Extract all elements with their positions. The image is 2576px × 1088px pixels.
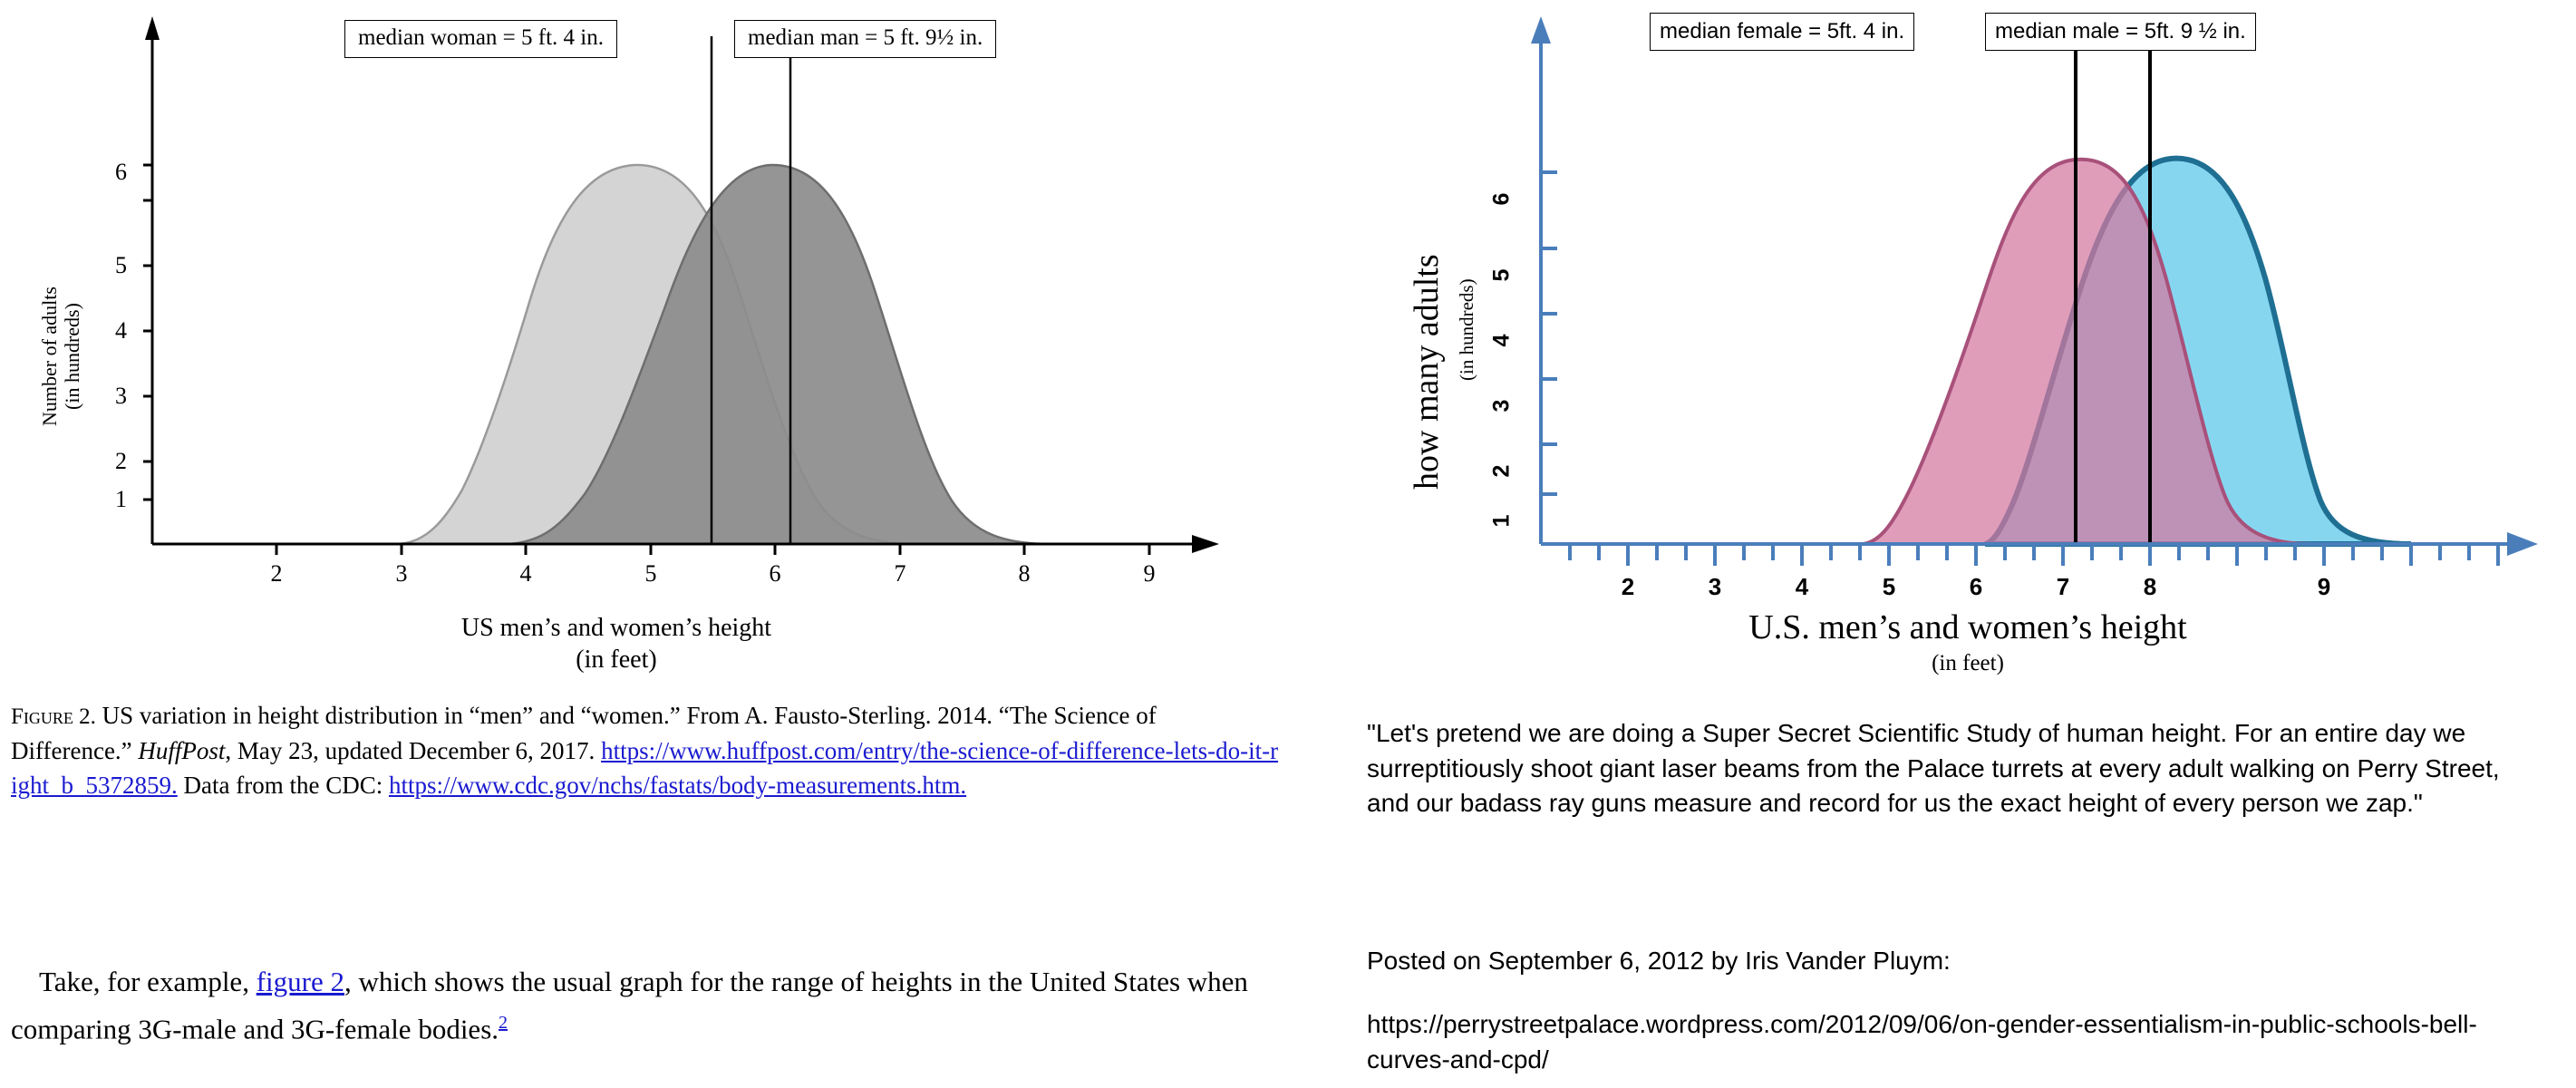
body-link-figure2[interactable]: figure 2: [256, 966, 344, 997]
body-text-2: , which shows the usual graph for the range of heights in the United States when comparing 3G-male and 3G-female bodies.: [11, 966, 1248, 1044]
y-tick-2: 2: [115, 448, 127, 474]
x-axis-label-sub: (in feet): [1932, 651, 2004, 675]
caption-text-3: Data from the CDC:: [177, 771, 389, 799]
y-tick-5: 5: [1488, 268, 1515, 282]
y-axis-label-sub: (in hundreds): [1456, 278, 1477, 381]
y-tick-6: 6: [1488, 192, 1515, 206]
y-axis-arrow: [145, 16, 160, 40]
y-tick-3: 3: [1488, 399, 1515, 413]
y-axis-label: [38, 287, 84, 426]
callout-median-man: median man = 5 ft. 9½ in.: [734, 20, 996, 58]
caption-text-1: US variation in height distribution in “men” and “women.” From A. Fausto-Sterling. 2014. “The Science of Difference.”: [11, 702, 1157, 764]
y-tick-3: 3: [115, 383, 127, 409]
x-tick-4: 4: [519, 560, 532, 587]
figure-label: Figure 2.: [11, 704, 96, 729]
x-axis-label-line2: (in feet): [576, 646, 657, 674]
y-axis-arrow: [1531, 16, 1551, 44]
footnote-marker-2[interactable]: 2: [499, 1012, 508, 1033]
x-tick-2: 2: [1621, 573, 1635, 600]
y-tick-4: 4: [115, 317, 127, 344]
x-tick-9: 9: [1143, 560, 1156, 587]
callout-median-male: median male = 5ft. 9 ½ in.: [1985, 13, 2256, 51]
blockquote-text: "Let's pretend we are doing a Super Secret Scientific Study of human height. For an entire day we surreptitiously shoot giant laser beams from the Palace turrets at every adult walking on Perry Street, and our badass ray guns measure and record for us the exact height of every person we zap.": [1367, 719, 2500, 818]
x-tick-3: 3: [395, 560, 408, 587]
x-axis-arrow: [2507, 532, 2538, 556]
y-axis-label-line2: (in hundreds): [61, 303, 84, 410]
x-tick-3: 3: [1708, 573, 1722, 600]
figure-2-chart: [0, 0, 1305, 716]
x-tick-4: 4: [1795, 573, 1809, 600]
caption-link-cdc[interactable]: https://www.cdc.gov/nchs/fastats/body-measurements.htm.: [388, 771, 967, 799]
caption-text-2: , May 23, updated December 6, 2017.: [225, 736, 602, 764]
figure-caption: [11, 698, 1280, 802]
x-axis-label-main: U.S. men’s and women’s height: [1748, 608, 2187, 646]
source-url-text: https://perrystreetpalace.wordpress.com/2012/09/06/on-gender-essentialism-in-public-schools-bell-curves-and-cpd/: [1367, 1010, 2477, 1074]
y-axis-label-line1: Number of adults: [38, 287, 61, 426]
x-tick-6: 6: [769, 560, 781, 587]
body-text-1: Take, for example,: [39, 966, 257, 997]
callout-median-female: median female = 5ft. 4 in.: [1650, 13, 1914, 51]
figure-2-plot: [0, 0, 1305, 635]
x-tick-2: 2: [270, 560, 283, 587]
x-tick-5: 5: [1882, 573, 1896, 600]
x-tick-7: 7: [894, 560, 906, 587]
x-axis-label: [390, 612, 843, 675]
perry-street-chart: [1360, 0, 2576, 725]
x-tick-7: 7: [2056, 573, 2070, 600]
posted-by-text: Posted on September 6, 2012 by Iris Vander Pluym:: [1367, 947, 1951, 975]
right-column: [1360, 0, 2576, 1088]
x-tick-8: 8: [1018, 560, 1031, 587]
x-tick-5: 5: [644, 560, 657, 587]
perry-street-plot: [1360, 0, 2576, 635]
callout-median-woman: median woman = 5 ft. 4 in.: [344, 20, 617, 58]
y-tick-2: 2: [1488, 464, 1515, 478]
y-tick-1: 1: [115, 486, 127, 512]
x-tick-8: 8: [2143, 573, 2157, 600]
y-axis-label-main: how many adults: [1408, 254, 1446, 490]
y-tick-6: 6: [115, 159, 127, 185]
x-axis-arrow: [1192, 535, 1219, 553]
y-tick-4: 4: [1488, 334, 1515, 347]
x-tick-9: 9: [2317, 573, 2331, 600]
caption-italic-huffpost: HuffPost: [138, 736, 226, 764]
y-tick-1: 1: [1488, 514, 1515, 528]
body-paragraph: [11, 961, 1280, 1050]
y-tick-5: 5: [115, 252, 127, 278]
caption-link-huffpost[interactable]: https://www.huffpost.com/entry/the-science-of-difference-lets-do-it-right_b_5372859.: [11, 736, 1279, 799]
x-tick-6: 6: [1969, 573, 1983, 600]
x-axis-label-line1: US men’s and women’s height: [460, 614, 772, 642]
